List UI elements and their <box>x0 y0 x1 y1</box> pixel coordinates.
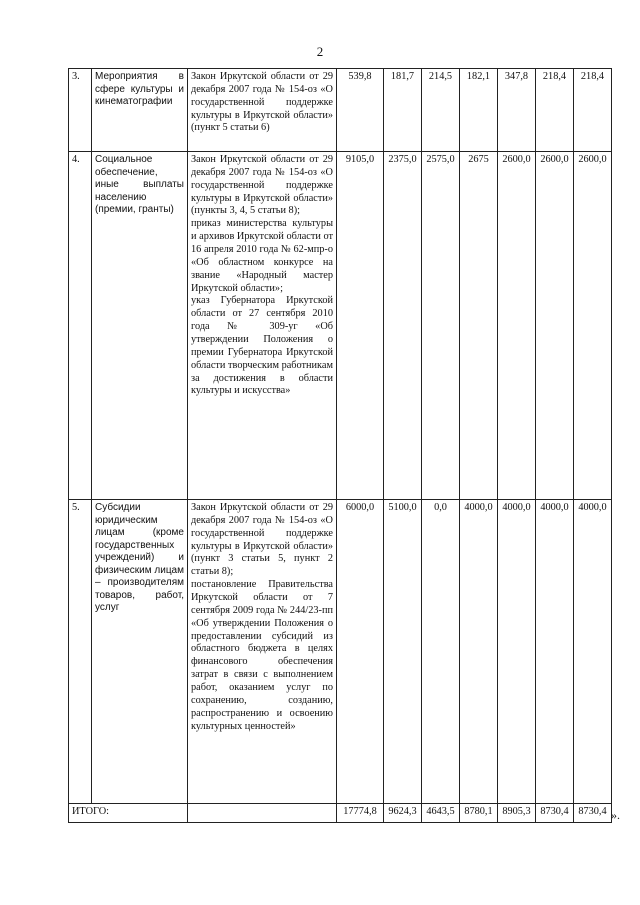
value-cell: 2600,0 <box>498 152 536 500</box>
value-cell: 214,5 <box>422 69 460 152</box>
closing-quote: ». <box>611 808 620 822</box>
value-cell: 0,0 <box>422 500 460 804</box>
table-row <box>69 152 612 500</box>
row-number: 3. <box>69 69 92 152</box>
row-number: 5. <box>69 500 92 804</box>
total-value: 4643,5 <box>422 804 460 823</box>
expense-name: Мероприятия в сфере культуры и кинематографии <box>92 69 188 152</box>
value-cell: 218,4 <box>574 69 612 152</box>
total-value: 8730,4 <box>574 804 612 823</box>
value-cell: 2600,0 <box>536 152 574 500</box>
value-cell: 4000,0 <box>536 500 574 804</box>
table-row <box>69 69 612 152</box>
total-row <box>69 804 612 823</box>
value-cell: 2375,0 <box>384 152 422 500</box>
value-cell: 4000,0 <box>574 500 612 804</box>
expense-name: Социальное обеспечение, иные выплаты населению (премии, гранты) <box>92 152 188 500</box>
total-value: 9624,3 <box>384 804 422 823</box>
expense-name: Субсидии юридическим лицам (кроме государственных учреждений) и физическим лицам – производителям товаров, работ, услуг <box>92 500 188 804</box>
budget-table <box>68 68 612 823</box>
value-cell: 2675 <box>460 152 498 500</box>
value-cell: 347,8 <box>498 69 536 152</box>
legal-basis: Закон Иркутской области от 29 декабря 2007 года № 154-оз «О государственной поддержке культуры в Иркутской области» (пункт 3 статьи 5, пункт 2 статьи 8); постановление Правительства Иркутской области от 7 сентября 2009 года № 244/23-пп «Об утверждении Положения о предоставлении субсидий из областного бюджета в целях финансового обеспечения затрат в связи с выполнением работ, оказанием услуг по сохранению, созданию, распространению и освоению культурных ценностей» <box>188 500 337 804</box>
legal-basis: Закон Иркутской области от 29 декабря 2007 года № 154-оз «О государственной поддержке культуры в Иркутской области» (пункты 3, 4, 5 статьи 8); приказ министерства культуры и архивов Иркутской области от 16 апреля 2010 года № 62-мпр-о «Об областном конкурсе на звание «Народный мастер Иркутской области»; указ Губернатора Иркутской области от 27 сентября 2010 года № 309-уг «Об утверждении Положения о премии Губернатора Иркутской области творческим работникам за достижения в области культуры и искусства» <box>188 152 337 500</box>
total-label: ИТОГО: <box>69 804 188 823</box>
value-cell: 2600,0 <box>574 152 612 500</box>
value-cell: 181,7 <box>384 69 422 152</box>
value-cell: 539,8 <box>337 69 384 152</box>
total-value: 17774,8 <box>337 804 384 823</box>
page-number: 2 <box>316 44 324 59</box>
value-cell: 218,4 <box>536 69 574 152</box>
value-cell: 182,1 <box>460 69 498 152</box>
row-number: 4. <box>69 152 92 500</box>
table-row <box>69 500 612 804</box>
total-value: 8905,3 <box>498 804 536 823</box>
value-cell: 2575,0 <box>422 152 460 500</box>
value-cell: 5100,0 <box>384 500 422 804</box>
value-cell: 4000,0 <box>498 500 536 804</box>
value-cell: 9105,0 <box>337 152 384 500</box>
value-cell: 6000,0 <box>337 500 384 804</box>
empty-cell <box>188 804 337 823</box>
total-value: 8730,4 <box>536 804 574 823</box>
legal-basis: Закон Иркутской области от 29 декабря 2007 года № 154-оз «О государственной поддержке культуры в Иркутской области» (пункт 5 статьи 6) <box>188 69 337 152</box>
total-value: 8780,1 <box>460 804 498 823</box>
value-cell: 4000,0 <box>460 500 498 804</box>
